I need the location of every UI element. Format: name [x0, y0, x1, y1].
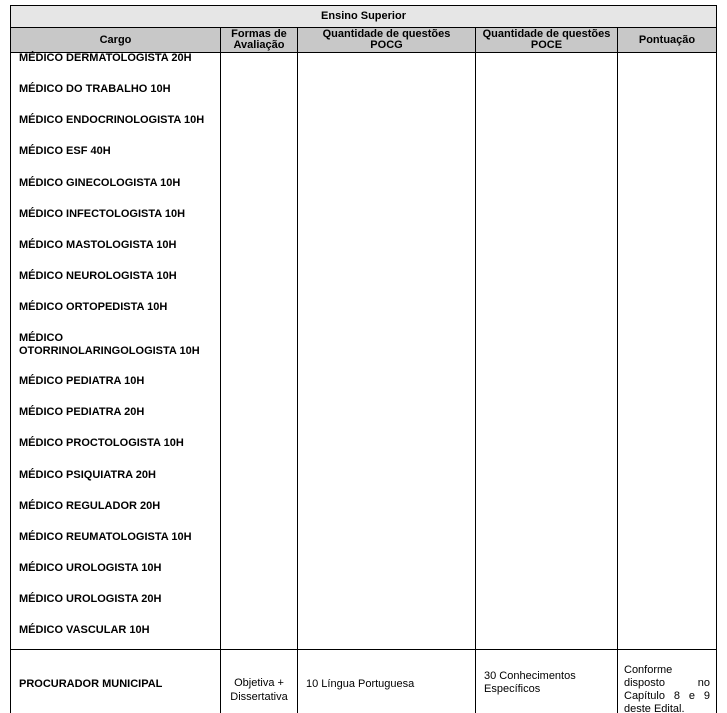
cargo-column	[11, 53, 221, 649]
pontuacao-word: no	[697, 677, 710, 689]
list-item: MÉDICO PEDIATRA 10H	[19, 375, 145, 387]
list-item: MÉDICO INFECTOLOGISTA 10H	[19, 208, 186, 220]
header-poce	[476, 28, 618, 52]
list-item: MÉDICO DO TRABALHO 10H	[19, 83, 171, 95]
header-cargo-label: Cargo	[99, 33, 132, 46]
table	[10, 5, 717, 713]
list-item: MÉDICO	[19, 332, 63, 344]
list-item: MÉDICO NEUROLOGISTA 10H	[19, 270, 177, 282]
header-formas-line2: Avaliação	[233, 39, 285, 51]
procurador-poce-line2: Específicos	[484, 683, 541, 695]
list-item: MÉDICO UROLOGISTA 10H	[19, 562, 162, 574]
procurador-formas-line2: Dissertativa	[230, 691, 288, 703]
procurador-pontuacao-cell	[618, 650, 716, 713]
pocg-cell-empty	[298, 53, 476, 649]
pontuacao-word: disposto	[624, 677, 665, 689]
list-item: OTORRINOLARINGOLOGISTA 10H	[19, 345, 200, 357]
procurador-pontuacao	[624, 664, 710, 713]
pontuacao-word: e	[688, 690, 695, 702]
header-poce-line2: POCE	[530, 39, 563, 51]
pontuacao-line3	[624, 690, 710, 703]
list-item: MÉDICO PEDIATRA 20H	[19, 406, 145, 418]
pontuacao-line2	[624, 677, 710, 690]
list-item: MÉDICO MASTOLOGISTA 10H	[19, 239, 177, 251]
procurador-formas-cell	[221, 650, 298, 713]
procurador-cargo-cell	[11, 650, 221, 713]
header-cargo	[11, 28, 221, 52]
list-item: MÉDICO UROLOGISTA 20H	[19, 593, 162, 605]
list-item: MÉDICO REGULADOR 20H	[19, 500, 161, 512]
list-item: MÉDICO ENDOCRINOLOGISTA 10H	[19, 114, 205, 126]
header-pontuacao-label: Pontuação	[638, 33, 696, 46]
header-pocg-line2: POCG	[370, 39, 403, 51]
poce-cell-empty	[476, 53, 618, 649]
header-pocg-line1: Quantidade de questões	[322, 28, 451, 40]
formas-cell-empty	[221, 53, 298, 649]
list-item: MÉDICO GINECOLOGISTA 10H	[19, 177, 181, 189]
list-item: MÉDICO PROCTOLOGISTA 10H	[19, 437, 184, 449]
header-poce-line1: Quantidade de questões	[482, 28, 611, 40]
pontuacao-word: Capítulo	[624, 690, 665, 702]
procurador-pocg-cell	[298, 650, 476, 713]
medico-rows	[11, 53, 716, 650]
list-item: MÉDICO PSIQUIATRA 20H	[19, 469, 156, 481]
pontuacao-cell-empty	[618, 53, 716, 649]
table-title: Ensino Superior	[11, 6, 716, 28]
list-item: MÉDICO ESF 40H	[19, 145, 111, 157]
procurador-pocg: 10 Língua Portuguesa	[306, 678, 415, 690]
procurador-formas-line1: Objetiva +	[234, 677, 284, 689]
procurador-poce-line1: 30 Conhecimentos	[484, 670, 576, 682]
list-item: MÉDICO VASCULAR 10H	[19, 624, 150, 636]
pontuacao-line1: Conforme	[624, 664, 673, 676]
header-pocg	[298, 28, 476, 52]
pontuacao-word: 9	[703, 690, 710, 702]
procurador-cargo: PROCURADOR MUNICIPAL	[19, 678, 163, 690]
list-item: MÉDICO ORTOPEDISTA 10H	[19, 301, 168, 313]
list-item: MÉDICO REUMATOLOGISTA 10H	[19, 531, 192, 543]
pontuacao-line4: deste Edital.	[624, 703, 685, 713]
table-row	[11, 650, 716, 713]
procurador-poce-cell	[476, 650, 618, 713]
header-pontuacao	[618, 28, 716, 52]
header-formas	[221, 28, 298, 52]
list-item: MÉDICO DERMATOLOGISTA 20H	[19, 52, 192, 64]
pontuacao-word: 8	[673, 690, 680, 702]
header-row	[11, 28, 716, 53]
header-formas-line1: Formas de	[231, 28, 287, 40]
